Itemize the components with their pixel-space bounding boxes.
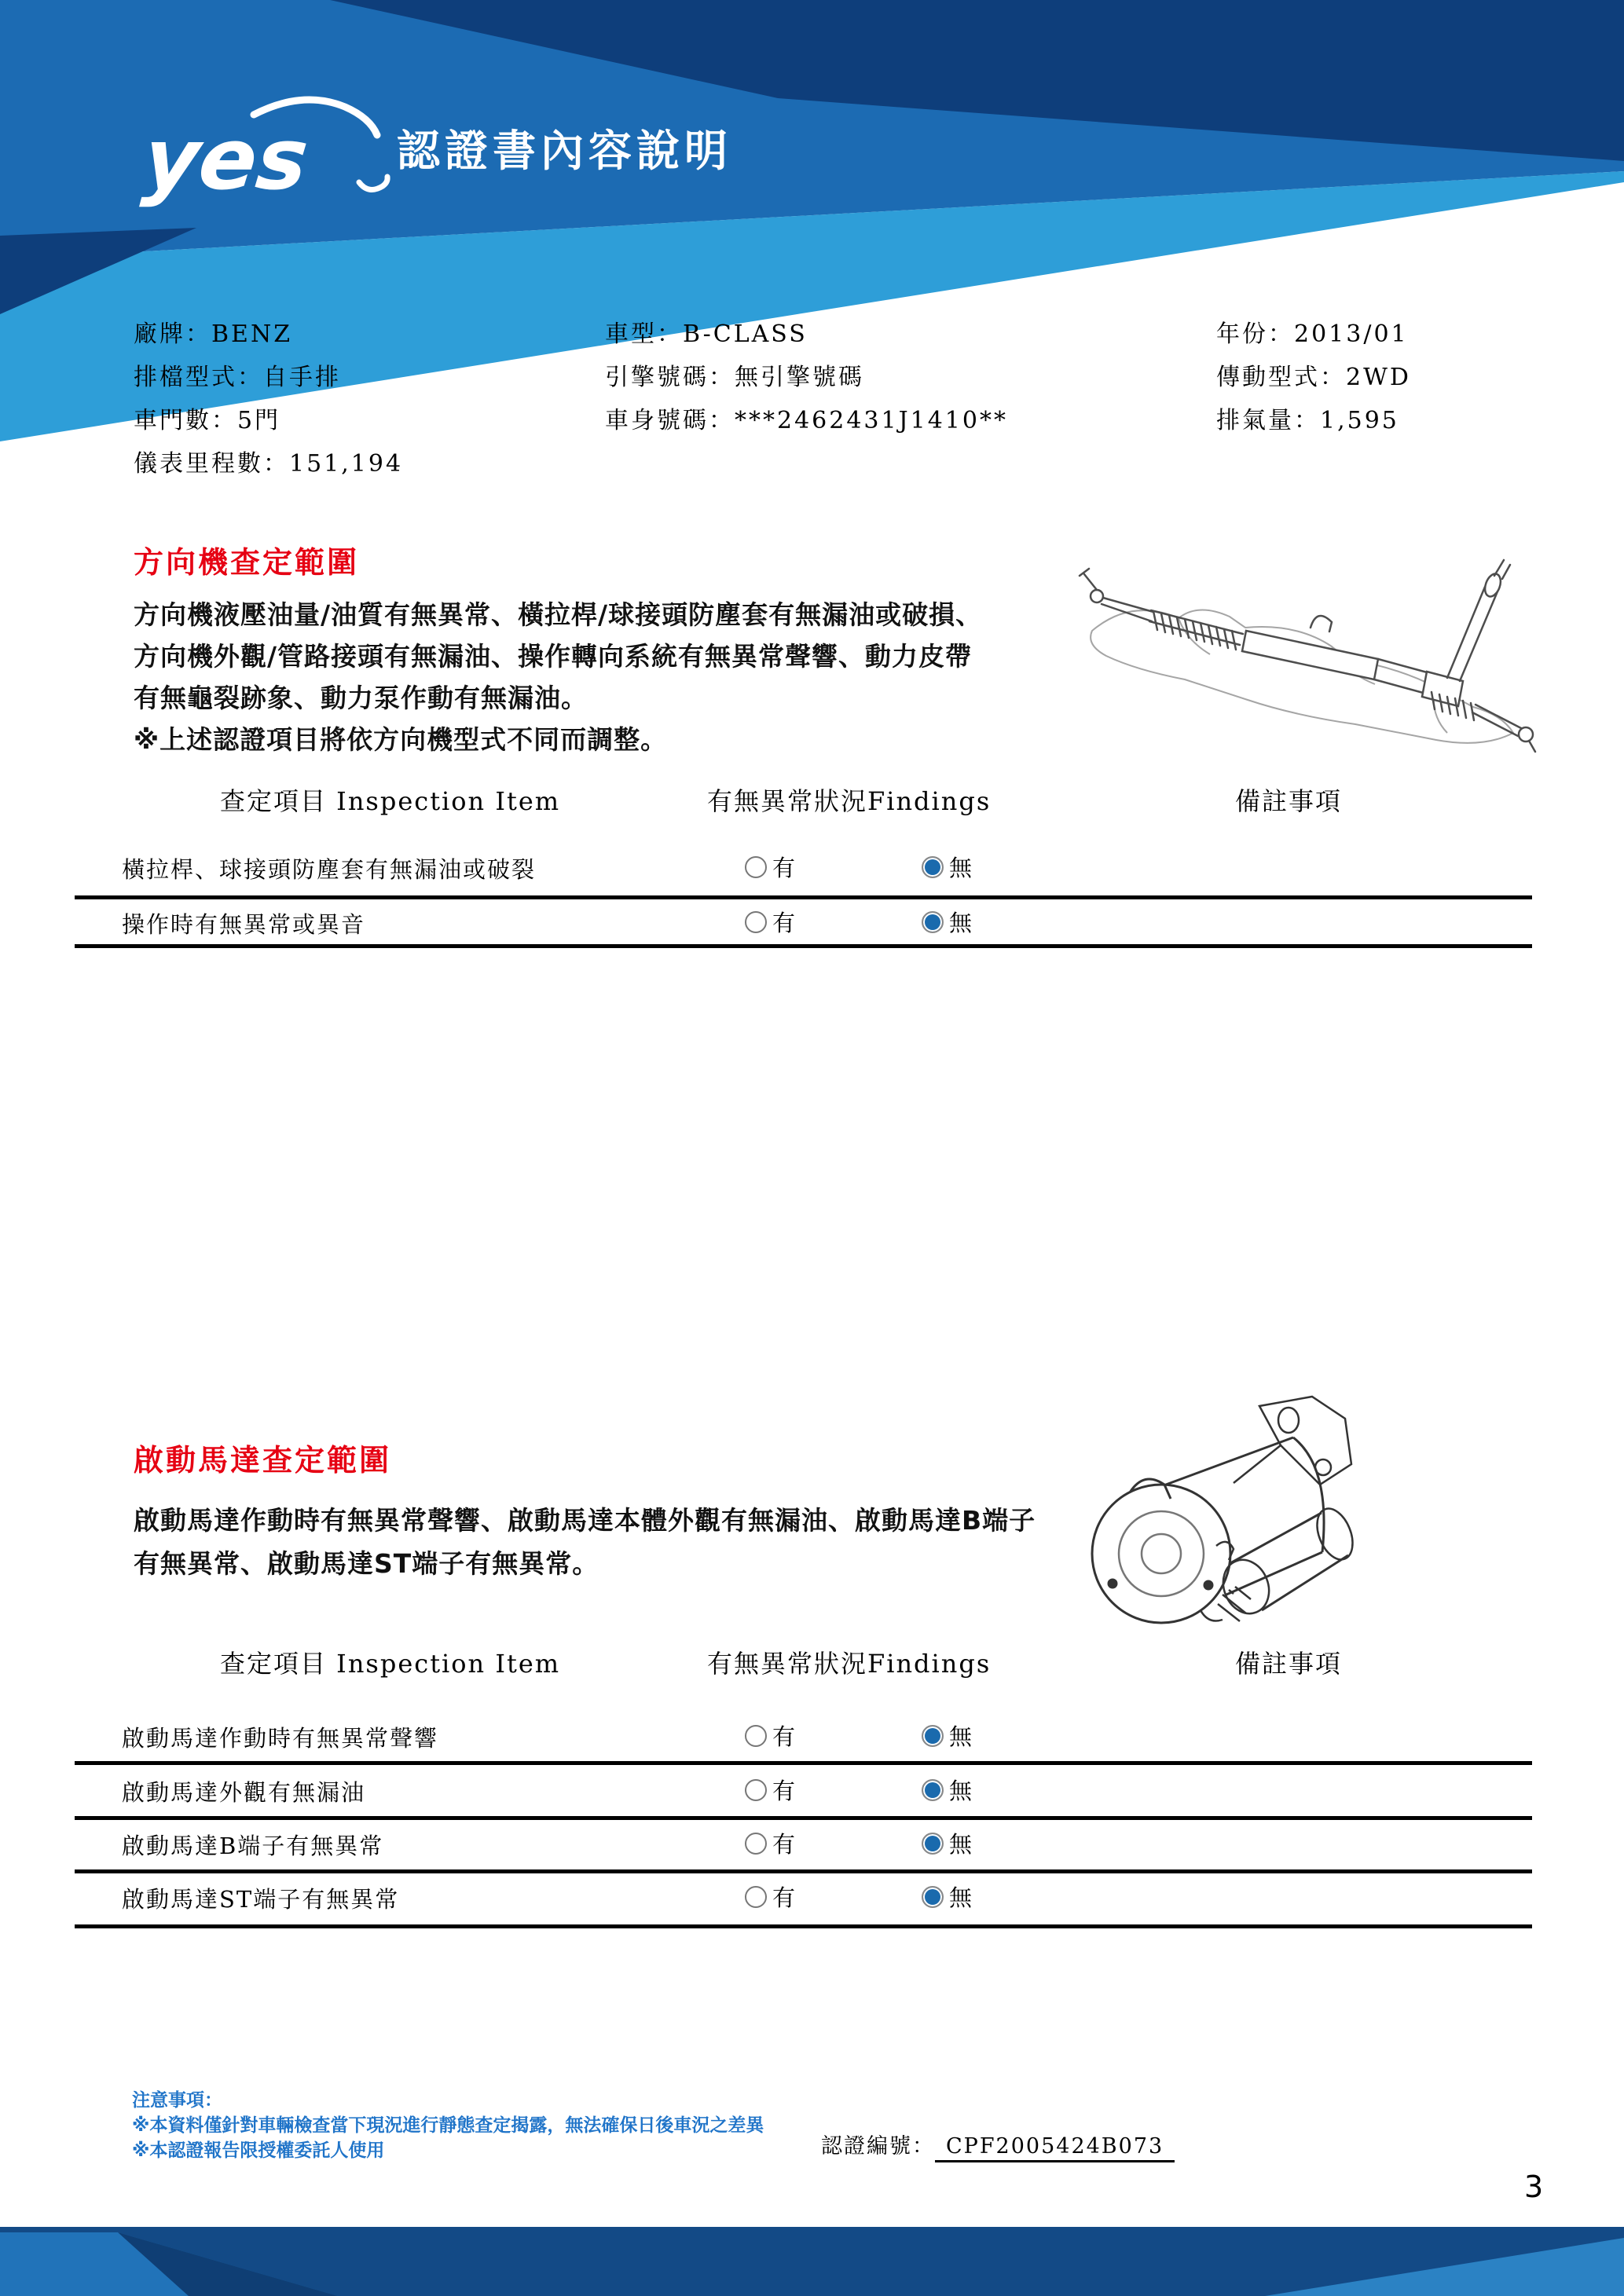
notice-title: 注意事項： <box>132 2090 222 2111</box>
table-row <box>75 1882 1532 1921</box>
info-line <box>1216 399 1411 442</box>
info-value: BENZ <box>211 320 293 348</box>
yes-logo-text: yes <box>138 109 313 209</box>
inspection-item-label: 啟動馬達ST端子有無異常 <box>122 1886 400 1913</box>
vehicle-info-column-3 <box>1216 313 1411 442</box>
radio-yes-label: 有 <box>772 1884 797 1911</box>
radio-button-yes[interactable] <box>745 911 767 933</box>
info-line <box>134 313 403 356</box>
info-value: 自手排 <box>263 364 341 391</box>
info-label: 儀表里程數： <box>134 450 289 478</box>
inspection-item-label: 啟動馬達外觀有無漏油 <box>122 1779 366 1806</box>
radio-no-label: 無 <box>949 1778 973 1804</box>
radio-no-label: 無 <box>949 855 973 881</box>
steering-rack-illustration <box>1061 546 1548 756</box>
inspection-item-label: 啟動馬達作動時有無異常聲響 <box>122 1725 439 1752</box>
footer-notes <box>132 2088 764 2163</box>
section-steering-heading: 方向機查定範圍 <box>134 545 360 580</box>
inspection-item-label: 啟動馬達B端子有無異常 <box>122 1833 384 1859</box>
table-divider <box>75 895 1532 899</box>
info-label: 年份： <box>1216 320 1294 348</box>
info-label: 排檔型式： <box>134 364 263 391</box>
vehicle-info-column-1 <box>134 313 403 485</box>
radio-yes-label: 有 <box>772 1831 797 1858</box>
radio-button-yes[interactable] <box>745 1725 767 1747</box>
radio-button-yes[interactable] <box>745 856 767 878</box>
radio-button-no[interactable] <box>922 1725 944 1747</box>
info-line <box>134 399 403 442</box>
info-line <box>1216 356 1411 399</box>
certificate-number-value: CPF2005424B073 <box>935 2134 1175 2162</box>
vehicle-info-column-2 <box>605 313 1008 442</box>
info-value: 5門 <box>237 407 281 434</box>
page-number: 3 <box>1524 2170 1544 2204</box>
table-divider <box>75 1924 1532 1928</box>
info-line <box>1216 313 1411 356</box>
footer-band <box>0 2227 1624 2296</box>
info-label: 廠牌： <box>134 320 211 348</box>
radio-yes-label: 有 <box>772 1778 797 1804</box>
info-label: 引擎號碼： <box>605 364 735 391</box>
table2-header-item: 查定項目 Inspection Item <box>220 1649 561 1679</box>
radio-button-no[interactable] <box>922 1833 944 1855</box>
table1-header-findings: 有無異常狀況Findings <box>707 786 992 816</box>
table-row <box>75 907 1532 947</box>
info-value: B-CLASS <box>683 320 808 348</box>
radio-button-no[interactable] <box>922 1779 944 1801</box>
info-value: ***2462431J1410** <box>735 407 1008 434</box>
info-label: 排氣量： <box>1216 407 1320 434</box>
table-row <box>75 852 1532 892</box>
inspection-item-label: 橫拉桿、球接頭防塵套有無漏油或破裂 <box>122 856 537 883</box>
table-divider <box>75 944 1532 948</box>
table2-header-findings: 有無異常狀況Findings <box>707 1649 992 1679</box>
table2-header-remarks: 備註事項 <box>1235 1649 1343 1679</box>
table-divider <box>75 1816 1532 1820</box>
notice-line: ※本認證報告限授權委託人使用 <box>132 2140 385 2161</box>
info-value: 151,194 <box>289 450 404 478</box>
certificate-number-line <box>821 2129 1175 2159</box>
table-row <box>75 1775 1532 1814</box>
radio-button-no[interactable] <box>922 1886 944 1908</box>
table-row <box>75 1721 1532 1760</box>
info-line <box>134 356 403 399</box>
info-value: 2013/01 <box>1294 320 1409 348</box>
page-title: 認證書內容說明 <box>397 126 733 176</box>
info-label: 車身號碼： <box>605 407 735 434</box>
info-line <box>605 356 1008 399</box>
starter-motor-illustration <box>1083 1389 1362 1642</box>
section-steering-description: 方向機液壓油量/油質有無異常、橫拉桿/球接頭防塵套有無漏油或破損、 方向機外觀/管路接頭有無漏油、操作轉向系統有無異常聲響、動力皮帶 有無龜裂跡象、動力泵作動有無漏油。 ※上述認證項目將依方向機型式不同而調整。 <box>134 599 983 755</box>
certificate-number-label: 認證編號： <box>821 2134 935 2159</box>
inspection-item-label: 操作時有無異常或異音 <box>122 911 366 938</box>
notice-line: ※本資料僅針對車輛檢查當下現況進行靜態查定揭露，無法確保日後車況之差異 <box>132 2115 764 2136</box>
section-starter-description: 啟動馬達作動時有無異常聲響、啟動馬達本體外觀有無漏油、啟動馬達B端子 有無異常、啟動馬達ST端子有無異常。 <box>134 1505 1036 1579</box>
section-starter-heading: 啟動馬達查定範圍 <box>134 1443 392 1478</box>
table1-header-item: 查定項目 Inspection Item <box>220 786 561 816</box>
table-divider <box>75 1761 1532 1765</box>
radio-no-label: 無 <box>949 1723 973 1750</box>
radio-no-label: 無 <box>949 1884 973 1911</box>
table-divider <box>75 1869 1532 1873</box>
info-label: 車型： <box>605 320 683 348</box>
info-line <box>134 442 403 485</box>
radio-yes-label: 有 <box>772 910 797 936</box>
table1-header-remarks: 備註事項 <box>1235 786 1343 816</box>
info-label: 車門數： <box>134 407 237 434</box>
info-label: 傳動型式： <box>1216 364 1346 391</box>
info-line <box>605 399 1008 442</box>
radio-no-label: 無 <box>949 910 973 936</box>
info-line <box>605 313 1008 356</box>
radio-button-yes[interactable] <box>745 1779 767 1801</box>
yes-logo <box>137 88 409 214</box>
table-row <box>75 1829 1532 1868</box>
radio-yes-label: 有 <box>772 1723 797 1750</box>
radio-button-no[interactable] <box>922 911 944 933</box>
radio-button-yes[interactable] <box>745 1833 767 1855</box>
radio-yes-label: 有 <box>772 855 797 881</box>
info-value: 1,595 <box>1320 407 1399 434</box>
info-value: 無引擎號碼 <box>735 364 864 391</box>
radio-button-yes[interactable] <box>745 1886 767 1908</box>
radio-no-label: 無 <box>949 1831 973 1858</box>
info-value: 2WD <box>1346 364 1411 391</box>
radio-button-no[interactable] <box>922 856 944 878</box>
